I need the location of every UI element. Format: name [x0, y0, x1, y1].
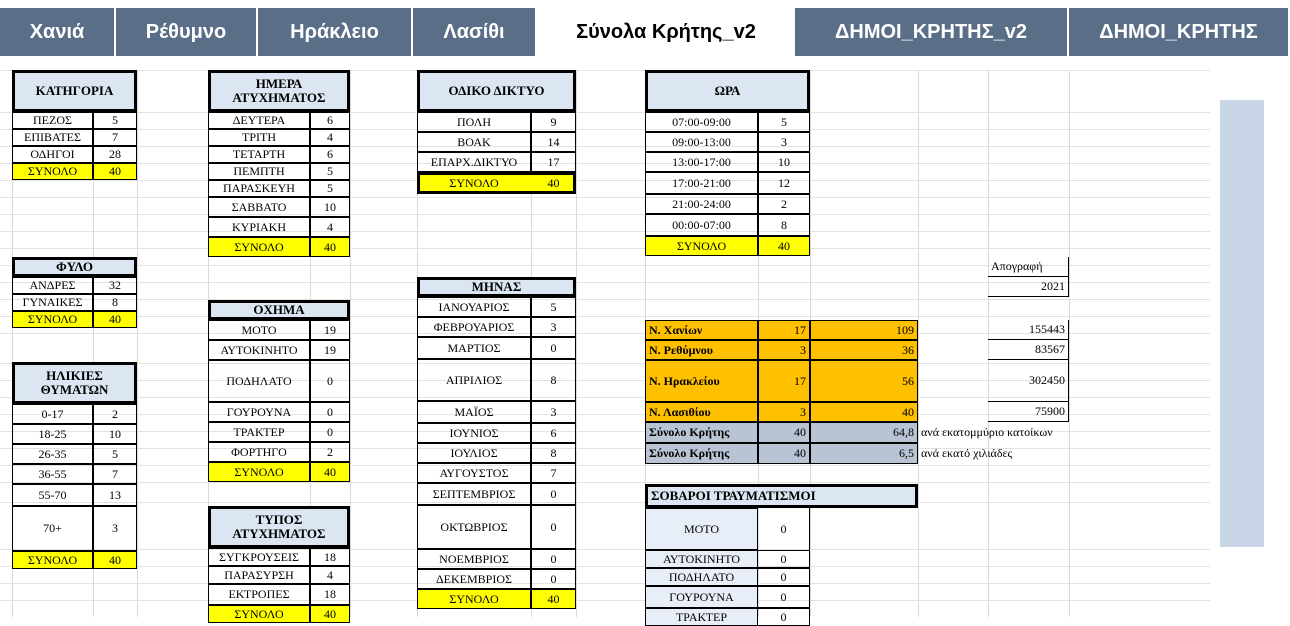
category-header: ΚΑΤΗΓΟΡΙΑ	[12, 70, 137, 112]
gender-value: 8	[93, 294, 137, 311]
month-label: ΔΕΚΕΜΒΡΙΟΣ	[417, 569, 531, 589]
acctype-total-label: ΣΥΝΟΛΟ	[208, 605, 310, 623]
day-label: ΤΡΙΤΗ	[208, 129, 310, 146]
acctype-value: 4	[310, 566, 350, 584]
age-group-value: 10	[93, 424, 137, 444]
prefecture-population: 155443	[988, 320, 1069, 340]
prefecture-rate: 56	[810, 360, 918, 402]
gender-label: ΑΝΔΡΕΣ	[12, 277, 93, 294]
age-group-value: 3	[93, 506, 137, 551]
category-label: ΟΔΗΓΟΙ	[12, 146, 93, 163]
serious-value: 0	[758, 568, 810, 586]
category-label: ΕΠΙΒΑΤΕΣ	[12, 129, 93, 146]
vehicle-label: ΓΟΥΡΟΥΝΑ	[208, 402, 310, 422]
age-group-label: 0-17	[12, 404, 93, 424]
serious-value: 0	[758, 586, 810, 608]
hour-total-value: 40	[758, 236, 810, 256]
month-value: 0	[531, 569, 576, 589]
month-label: ΑΥΓΟΥΣΤΟΣ	[417, 463, 531, 483]
road-total-label: ΣΥΝΟΛΟ	[449, 175, 499, 190]
gender-total-value: 40	[93, 311, 137, 328]
vehicle-value: 19	[310, 320, 350, 340]
road-value: 17	[531, 152, 576, 172]
month-value: 0	[531, 505, 576, 549]
age-group-value: 5	[93, 444, 137, 464]
hour-label: 17:00-21:00	[645, 172, 758, 194]
hour-value: 5	[758, 112, 810, 132]
day-label: ΔΕΥΤΕΡΑ	[208, 112, 310, 129]
day-value: 5	[310, 180, 350, 197]
acctype-value: 18	[310, 584, 350, 605]
prefecture-count: 3	[758, 402, 810, 422]
vehicle-label: ΑΥΤΟΚΙΝΗΤΟ	[208, 340, 310, 360]
day-value: 4	[310, 217, 350, 237]
tab-municipalities[interactable]: ΔΗΜΟΙ_ΚΡΗΤΗΣ	[1069, 8, 1290, 56]
tab-crete-totals-v2[interactable]: Σύνολα Κρήτης_v2	[537, 6, 795, 58]
month-value: 8	[531, 359, 576, 401]
age-group-value: 2	[93, 404, 137, 424]
day-label: ΠΑΡΑΣΚΕΥΗ	[208, 180, 310, 197]
category-value: 5	[93, 112, 137, 129]
vehicle-label: ΤΡΑΚΤΕΡ	[208, 422, 310, 442]
vehicle-label: ΦΟΡΤΗΓΟ	[208, 442, 310, 462]
hour-label: 13:00-17:00	[645, 152, 758, 172]
month-label: ΜΑΡΤΙΟΣ	[417, 337, 531, 359]
vehicle-value: 19	[310, 340, 350, 360]
road-header: ΟΔΙΚΟ ΔΙΚΤΥΟ	[417, 70, 576, 112]
hour-label: 21:00-24:00	[645, 194, 758, 214]
serious-label: ΑΥΤΟΚΙΝΗΤΟ	[645, 550, 758, 568]
day-header: ΗΜΕΡΑ ΑΤΥΧΗΜΑΤΟΣ	[208, 70, 350, 112]
month-value: 8	[531, 443, 576, 463]
vehicle-label: ΜΟΤΟ	[208, 320, 310, 340]
acctype-label: ΠΑΡΑΣΥΡΣΗ	[208, 566, 310, 584]
prefecture-name: Ν. Χανίων	[645, 320, 758, 340]
acctype-header: ΤΥΠΟΣ ΑΤΥΧΗΜΑΤΟΣ	[208, 506, 350, 548]
hour-value: 12	[758, 172, 810, 194]
month-label: ΜΑΪΟΣ	[417, 401, 531, 423]
ages-header: ΗΛΙΚΙΕΣ ΘΥΜΑΤΩΝ	[12, 362, 137, 404]
tab-heraklion[interactable]: Ηράκλειο	[258, 8, 413, 56]
month-label: ΝΟΕΜΒΡΙΟΣ	[417, 549, 531, 569]
serious-value: 0	[758, 608, 810, 626]
month-value: 0	[531, 549, 576, 569]
census-label: Απογραφή	[988, 257, 1069, 277]
vehicle-total-label: ΣΥΝΟΛΟ	[208, 462, 310, 482]
month-value: 6	[531, 423, 576, 443]
month-label: ΟΚΤΩΒΡΙΟΣ	[417, 505, 531, 549]
road-value: 9	[531, 112, 576, 132]
crete-total-rate: 6,5	[810, 443, 918, 464]
day-value: 4	[310, 129, 350, 146]
hour-label: 00:00-07:00	[645, 214, 758, 236]
age-group-label: 36-55	[12, 464, 93, 484]
road-total-value: 40	[547, 175, 560, 190]
serious-injuries-header: ΣΟΒΑΡΟΙ ΤΡΑΥΜΑΤΙΣΜΟΙ	[645, 484, 918, 508]
month-value: 5	[531, 297, 576, 317]
road-label: ΒΟΑΚ	[417, 132, 531, 152]
road-value: 14	[531, 132, 576, 152]
acctype-label: ΣΥΓΚΡΟΥΣΕΙΣ	[208, 548, 310, 566]
month-label: ΙΟΥΝΙΟΣ	[417, 423, 531, 443]
hour-total-label: ΣΥΝΟΛΟ	[645, 236, 758, 256]
serious-value: 0	[758, 508, 810, 550]
prefecture-population: 302450	[988, 360, 1069, 402]
month-value: 0	[531, 483, 576, 505]
month-label: ΑΠΡΙΛΙΟΣ	[417, 359, 531, 401]
category-value: 7	[93, 129, 137, 146]
vertical-scrollbar[interactable]	[1220, 100, 1264, 547]
vehicle-value: 0	[310, 402, 350, 422]
hour-label: 09:00-13:00	[645, 132, 758, 152]
month-value: 7	[531, 463, 576, 483]
prefecture-name: Ν. Ρεθύμνου	[645, 340, 758, 360]
month-label: ΙΑΝΟΥΑΡΙΟΣ	[417, 297, 531, 317]
crete-total-name: Σύνολο Κρήτης	[645, 422, 758, 443]
month-value: 0	[531, 337, 576, 359]
hour-header: ΩΡΑ	[645, 70, 810, 112]
month-value: 3	[531, 317, 576, 337]
hour-value: 8	[758, 214, 810, 236]
prefecture-population: 75900	[988, 402, 1069, 422]
day-total-value: 40	[310, 237, 350, 257]
category-total-value: 40	[93, 163, 137, 180]
tab-municipalities-v2[interactable]: ΔΗΜΟΙ_ΚΡΗΤΗΣ_v2	[795, 8, 1069, 56]
month-value: 3	[531, 401, 576, 423]
month-label: ΙΟΥΛΙΟΣ	[417, 443, 531, 463]
day-value: 5	[310, 163, 350, 180]
prefecture-count: 17	[758, 360, 810, 402]
vehicle-value: 0	[310, 360, 350, 402]
acctype-total-value: 40	[310, 605, 350, 623]
month-label: ΦΕΒΡΟΥΑΡΙΟΣ	[417, 317, 531, 337]
day-label: ΣΑΒΒΑΤΟ	[208, 197, 310, 217]
tab-lasithi[interactable]: Λασίθι	[413, 8, 537, 56]
hour-value: 3	[758, 132, 810, 152]
prefecture-name: Ν. Ηρακλείου	[645, 360, 758, 402]
ages-total-value: 40	[93, 551, 137, 569]
ages-total-label: ΣΥΝΟΛΟ	[12, 551, 93, 569]
month-label: ΣΕΠΤΕΜΒΡΙΟΣ	[417, 483, 531, 505]
serious-label: ΓΟΥΡΟΥΝΑ	[645, 586, 758, 608]
hour-value: 10	[758, 152, 810, 172]
tab-chania[interactable]: Χανιά	[0, 8, 116, 56]
crete-total-name: Σύνολο Κρήτης	[645, 443, 758, 464]
census-year: 2021	[988, 277, 1069, 297]
prefecture-name: Ν. Λασιθίου	[645, 402, 758, 422]
hour-label: 07:00-09:00	[645, 112, 758, 132]
age-group-value: 7	[93, 464, 137, 484]
age-group-label: 55-70	[12, 484, 93, 506]
prefecture-count: 17	[758, 320, 810, 340]
day-total-label: ΣΥΝΟΛΟ	[208, 237, 310, 257]
age-group-label: 26-35	[12, 444, 93, 464]
vehicle-total-value: 40	[310, 462, 350, 482]
gender-value: 32	[93, 277, 137, 294]
age-group-value: 13	[93, 484, 137, 506]
road-label: ΕΠΑΡΧ.ΔΙΚΤΥΟ	[417, 152, 531, 172]
crete-total-note: ανά εκατομμύριο κατοίκων	[921, 425, 1053, 440]
road-label: ΠΟΛΗ	[417, 112, 531, 132]
prefecture-rate: 40	[810, 402, 918, 422]
prefecture-rate: 36	[810, 340, 918, 360]
crete-total-note: ανά εκατό χιλιάδες	[921, 446, 1013, 461]
category-total-label: ΣΥΝΟΛΟ	[12, 163, 93, 180]
gender-header: ΦΥΛΟ	[12, 257, 137, 277]
month-header: ΜΗΝΑΣ	[417, 277, 576, 297]
acctype-value: 18	[310, 548, 350, 566]
hour-value: 2	[758, 194, 810, 214]
tab-rethymno[interactable]: Ρέθυμνο	[116, 8, 258, 56]
vehicle-value: 2	[310, 442, 350, 462]
day-label: ΠΕΜΠΤΗ	[208, 163, 310, 180]
vehicle-value: 0	[310, 422, 350, 442]
prefecture-count: 3	[758, 340, 810, 360]
crete-total-rate: 64,8	[810, 422, 918, 443]
day-label: ΤΕΤΑΡΤΗ	[208, 146, 310, 163]
gender-total-label: ΣΥΝΟΛΟ	[12, 311, 93, 328]
day-label: ΚΥΡΙΑΚΗ	[208, 217, 310, 237]
day-value: 10	[310, 197, 350, 217]
crete-total-count: 40	[758, 443, 810, 464]
crete-total-count: 40	[758, 422, 810, 443]
category-label: ΠΕΖΟΣ	[12, 112, 93, 129]
serious-label: ΤΡΑΚΤΕΡ	[645, 608, 758, 626]
serious-value: 0	[758, 550, 810, 568]
serious-label: ΜΟΤΟ	[645, 508, 758, 550]
age-group-label: 70+	[12, 506, 93, 551]
serious-label: ΠΟΔΗΛΑΤΟ	[645, 568, 758, 586]
month-total-value: 40	[531, 589, 576, 609]
age-group-label: 18-25	[12, 424, 93, 444]
month-total-label: ΣΥΝΟΛΟ	[417, 589, 531, 609]
gender-label: ΓΥΝΑΙΚΕΣ	[12, 294, 93, 311]
prefecture-rate: 109	[810, 320, 918, 340]
acctype-label: ΕΚΤΡΟΠΕΣ	[208, 584, 310, 605]
vehicle-label: ΠΟΔΗΛΑΤΟ	[208, 360, 310, 402]
day-value: 6	[310, 146, 350, 163]
vehicle-header: ΟΧΗΜΑ	[208, 300, 350, 320]
category-value: 28	[93, 146, 137, 163]
prefecture-population: 83567	[988, 340, 1069, 360]
sheet-tab-bar	[0, 0, 1290, 60]
day-value: 6	[310, 112, 350, 129]
